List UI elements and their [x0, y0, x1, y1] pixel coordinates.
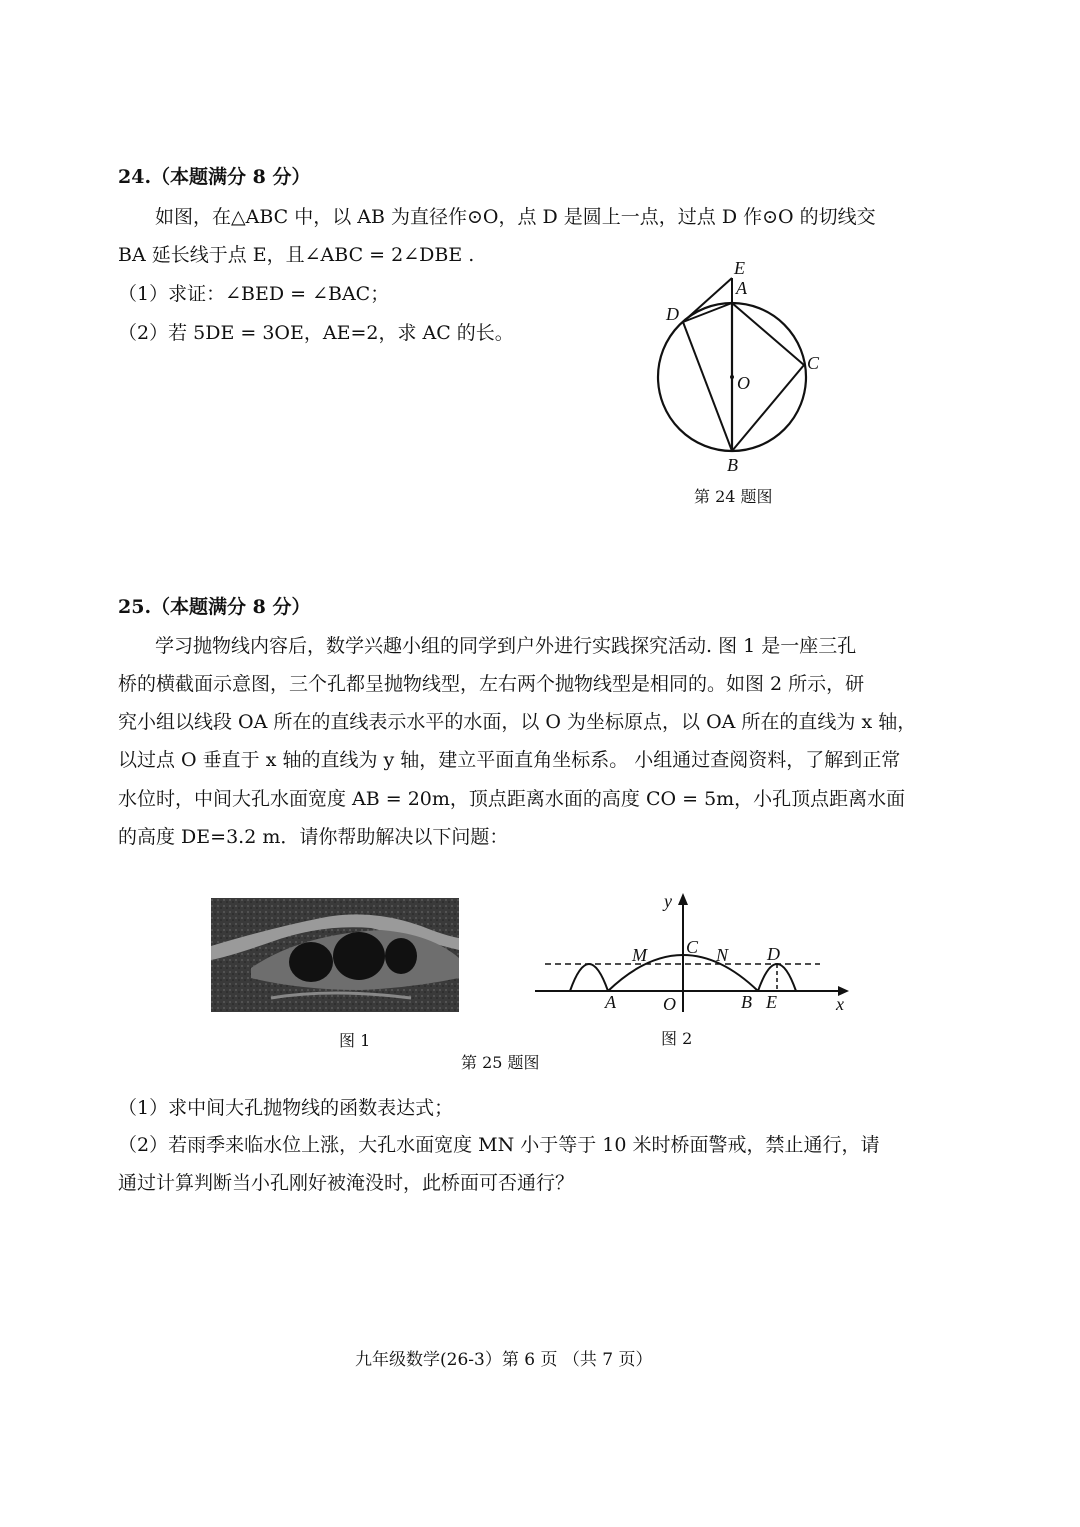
- q24-statement-line2: BA 延长线于点 E，且∠ABC = 2∠DBE .: [118, 244, 475, 266]
- tangent-de: [683, 278, 732, 322]
- q24-part1: （1）求证：∠BED = ∠BAC；: [118, 283, 390, 305]
- label-c: C: [686, 937, 699, 957]
- label-x: x: [836, 994, 844, 1014]
- q25-figure-caption: 第 25 题图: [461, 1053, 540, 1072]
- q25-line-2: 桥的横截面示意图，三个孔都呈抛物线型，左右两个抛物线型是相同的。如图 2 所示，研: [118, 673, 865, 695]
- q25-part1: （1）求中间大孔抛物线的函数表达式；: [118, 1097, 454, 1119]
- page-footer: 九年级数学(26-3）第 6 页 （共 7 页）: [355, 1350, 653, 1370]
- fig2-caption: 图 2: [661, 1029, 693, 1048]
- q24-figure-caption: 第 24 题图: [694, 487, 773, 506]
- label-e: E: [766, 992, 777, 1012]
- left-small-arch: [570, 964, 608, 991]
- q25-line-5: 水位时，中间大孔水面宽度 AB = 20m，顶点距离水面的高度 CO = 5m，小孔顶点距离水面: [118, 788, 906, 810]
- label-d: D: [767, 944, 780, 964]
- y-axis-arrow: [678, 893, 688, 905]
- segment-da: [683, 303, 732, 322]
- q25-part2-line1: （2）若雨季来临水位上涨，大孔水面宽度 MN 小于等于 10 米时桥面警戒，禁止通行，请: [118, 1134, 880, 1156]
- label-e: E: [734, 258, 745, 278]
- q25-line-1: 学习抛物线内容后，数学兴趣小组的同学到户外进行实践探究活动. 图 1 是一座三孔: [155, 635, 857, 657]
- label-d: D: [666, 304, 679, 324]
- label-o: O: [737, 373, 750, 393]
- q25-line-3: 究小组以线段 OA 所在的直线表示水平的水面，以 O 为坐标原点，以 OA 所在的直线为 x 轴，: [118, 711, 917, 733]
- q24-statement-line1: 如图，在△ABC 中，以 AB 为直径作⊙O，点 D 是圆上一点，过点 D 作⊙O 的切线交: [155, 206, 876, 228]
- label-m: M: [632, 945, 647, 965]
- q24-part2: （2）若 5DE = 3OE，AE=2，求 AC 的长。: [118, 322, 514, 344]
- q24-circle-figure: [640, 255, 840, 475]
- q25-header: 25.（本题满分 8 分）: [118, 596, 311, 618]
- label-b: B: [741, 992, 752, 1012]
- fig1-caption: 图 1: [339, 1031, 371, 1050]
- q24-header: 24.（本题满分 8 分）: [118, 166, 311, 188]
- center-point: [730, 375, 734, 379]
- label-c: C: [807, 353, 820, 373]
- label-o: O: [663, 994, 676, 1014]
- q25-coordinate-figure: [530, 885, 860, 1020]
- bridge-photo: [211, 898, 459, 1012]
- label-b: B: [727, 455, 738, 475]
- label-a: A: [605, 992, 616, 1012]
- segment-db: [683, 322, 732, 451]
- label-a: A: [736, 278, 747, 298]
- q25-line-4: 以过点 O 垂直于 x 轴的直线为 y 轴，建立平面直角坐标系。 小组通过查阅资料，了解到正常: [118, 749, 901, 771]
- q25-line-6: 的高度 DE=3.2 m．请你帮助解决以下问题：: [118, 826, 509, 848]
- label-n: N: [716, 945, 729, 965]
- q25-part2-line2: 通过计算判断当小孔刚好被淹没时，此桥面可否通行？: [118, 1172, 575, 1194]
- label-y: y: [664, 891, 672, 911]
